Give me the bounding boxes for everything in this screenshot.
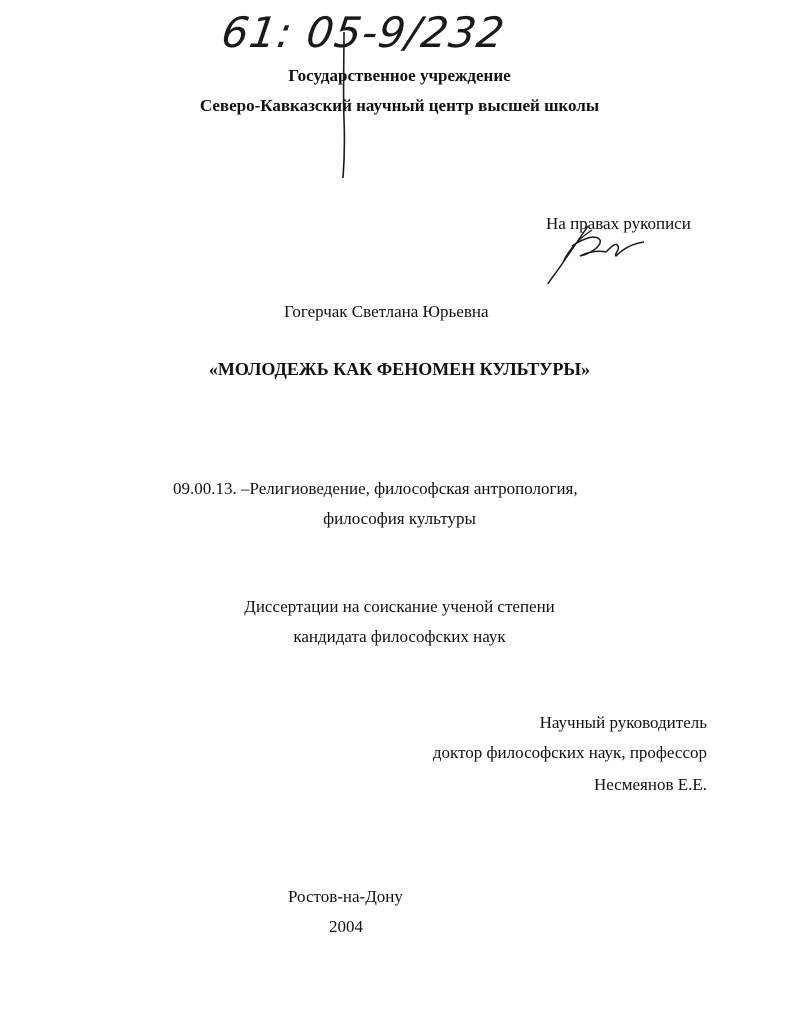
institution-line-1: Государственное учреждение [288,66,511,85]
author-name: Гогерчак Светлана Юрьевна [284,302,489,321]
place: Ростов-на-Дону [288,887,403,906]
specialty-line-1: 09.00.13. –Религиоведение, философская антропология, [173,479,578,498]
degree-line-2: кандидата философских наук [293,627,506,646]
manuscript-rights: На правах рукописи [546,214,691,233]
degree-line-1: Диссертации на соискание ученой степени [244,597,555,616]
specialty-line-2: философия культуры [323,509,476,528]
archive-number: 61: 05-9/232 [218,8,509,57]
supervisor-name: Несмеянов Е.Е. [593,775,707,794]
year: 2004 [329,917,363,936]
institution-line-2: Северо-Кавказский научный центр высшей школы [199,96,600,115]
supervisor-label: Научный руководитель [539,713,707,732]
dissertation-title: «МОЛОДЕЖЬ КАК ФЕНОМЕН КУЛЬТУРЫ» [208,359,591,379]
supervisor-position: доктор философских наук, профессор [432,743,707,762]
